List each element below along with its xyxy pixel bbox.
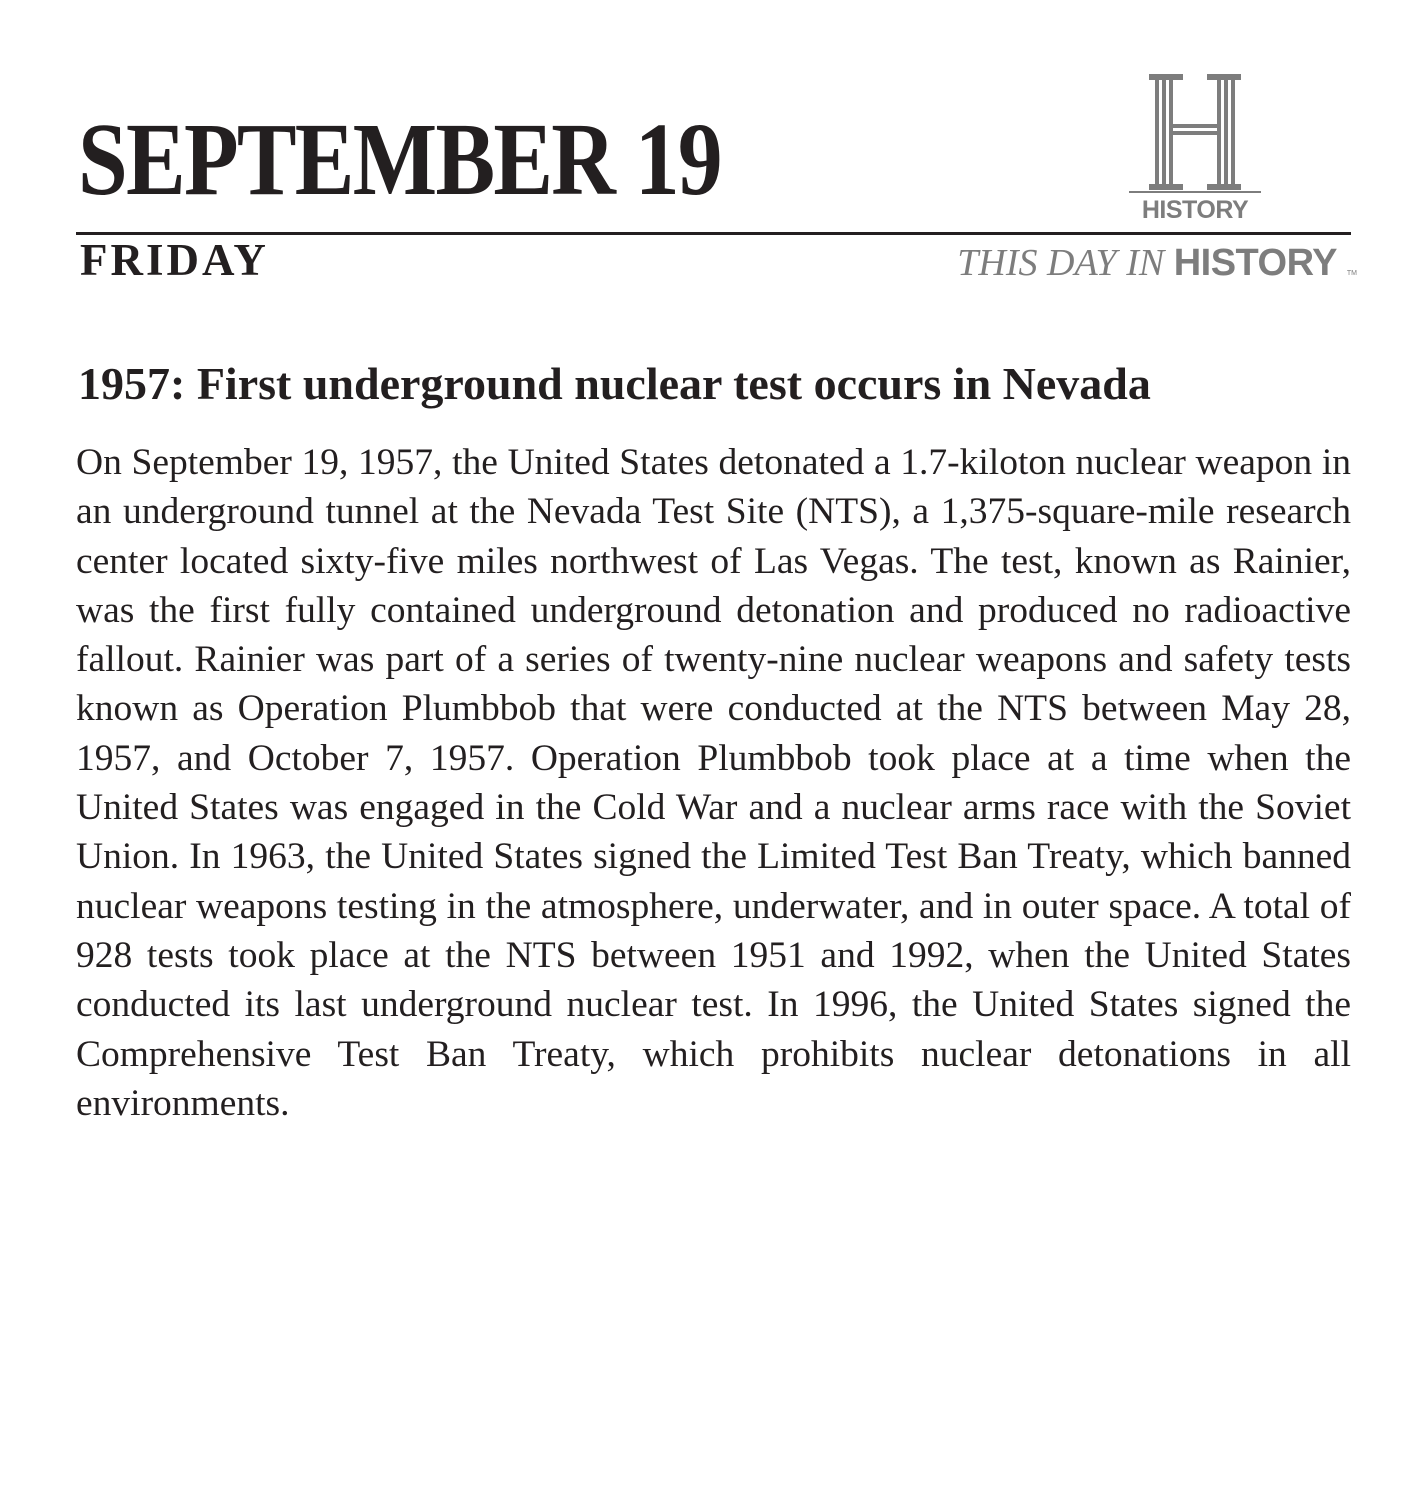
tagline-italic-text: THIS DAY IN [957, 242, 1174, 284]
history-logo [1125, 70, 1265, 230]
tagline-bold-text: HISTORY [1173, 242, 1337, 284]
date-heading: SEPTEMBER 19 [78, 102, 721, 217]
article-body: On September 19, 1957, the United States detonated a 1.7-kiloton nuclear weapon in an underground tunnel at the Nevada Test Site (NTS), a 1,375-square-mile research center located sixty-five miles northwest of Las Vegas. The test, known as Rainier, was the first fully contained underground detonation and produced no radioactive fallout. Rainier was part of a series of twenty-nine nuclear weapons and safety tests known as Operation Plumbbob that were conducted at the NTS between May 28, 1957, and October 7, 1957. Operation Plumbbob took place at a time when the United States was engaged in the Cold War and a nuclear arms race with the Soviet Union. In 1963, the United States signed the Limited Test Ban Treaty, which banned nuclear weapons testing in the atmosphere, underwater, and in outer space. A total of 928 tests took place at the NTS between 1951 and 1992, when the United States conducted its last underground nuclear test. In 1996, the United States signed the Comprehensive Test Ban Treaty, which prohibits nuclear detonations in all environments. [76, 442, 1351, 1124]
history-h-logo-icon [1125, 70, 1265, 194]
tagline [957, 244, 1337, 282]
weekday-label: FRIDAY [80, 235, 269, 285]
article-title: 1957: First underground nuclear test occurs in Nevada [78, 358, 1151, 409]
trademark-mark: TM [1346, 270, 1357, 277]
logo-wordmark: HISTORY [1141, 196, 1249, 224]
